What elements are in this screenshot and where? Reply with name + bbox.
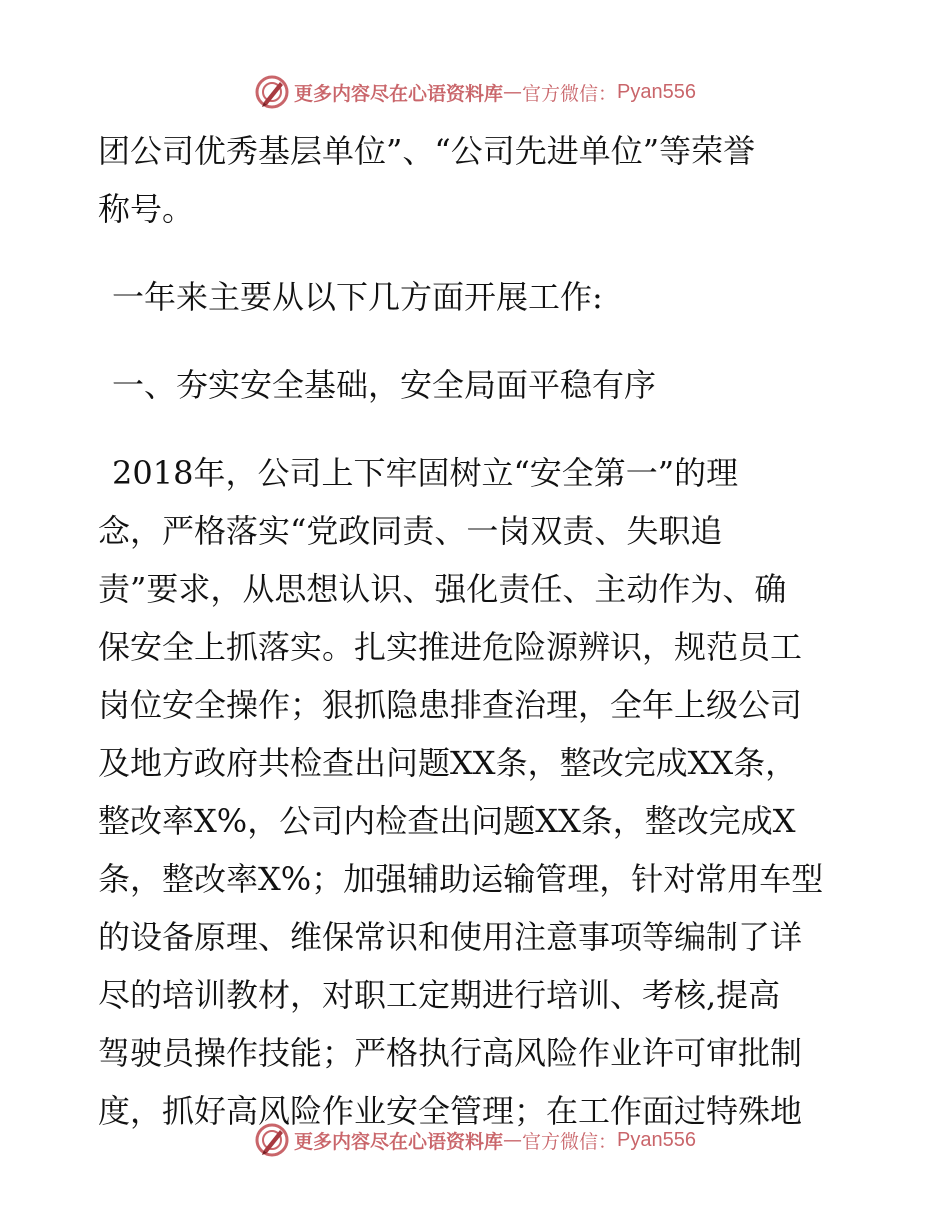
text-line: 称号。 bbox=[98, 190, 195, 228]
pen-logo-icon bbox=[254, 1122, 290, 1158]
text-line: 责”要求，从思想认识、强化责任、主动作为、确 bbox=[98, 570, 787, 608]
watermark-separator: — bbox=[503, 1129, 523, 1151]
wechat-id: Pyan556 bbox=[617, 80, 696, 103]
text-line: 念，严格落实“党政同责、一岗双责、失职追 bbox=[98, 512, 723, 550]
wechat-label: 官方微信： bbox=[522, 1130, 618, 1153]
watermark-separator: — bbox=[503, 81, 523, 103]
text-line: 团公司优秀基层单位”、“公司先进单位”等荣誉 bbox=[98, 132, 756, 170]
wechat-label: 官方微信： bbox=[522, 82, 618, 105]
document-body bbox=[98, 122, 858, 1140]
text-line: 驾驶员操作技能；严格执行高风险作业许可审批制 bbox=[98, 1034, 803, 1072]
intro-line: 一年来主要从以下几方面开展工作: bbox=[112, 278, 603, 316]
wechat-id: Pyan556 bbox=[617, 1128, 696, 1151]
text-line: 2018年，公司上下牢固树立“安全第一”的理 bbox=[112, 454, 739, 492]
section-heading: 一、夯实安全基础，安全局面平稳有序 bbox=[112, 366, 657, 404]
footer-watermark bbox=[0, 1120, 950, 1160]
text-line: 保安全上抓落实。扎实推进危险源辨识，规范员工 bbox=[98, 628, 803, 666]
text-line: 条，整改率X%；加强辅助运输管理，针对常用车型 bbox=[98, 860, 824, 898]
text-line: 度，抓好高风险作业安全管理；在工作面过特殊地 bbox=[98, 1092, 803, 1130]
watermark-title: 更多内容尽在心语资料库 bbox=[294, 1130, 504, 1153]
text-line: 的设备原理、维保常识和使用注意事项等编制了详 bbox=[98, 918, 803, 956]
watermark-title: 更多内容尽在心语资料库 bbox=[294, 82, 504, 105]
header-watermark bbox=[0, 72, 950, 112]
text-line: 整改率X%，公司内检查出问题XX条，整改完成X bbox=[98, 802, 796, 840]
text-line: 尽的培训教材，对职工定期进行培训、考核,提高 bbox=[98, 976, 781, 1014]
text-line: 岗位安全操作；狠抓隐患排查治理，全年上级公司 bbox=[98, 686, 803, 724]
pen-logo-icon bbox=[254, 74, 290, 110]
text-line: 及地方政府共检查出问题XX条，整改完成XX条， bbox=[98, 744, 798, 782]
